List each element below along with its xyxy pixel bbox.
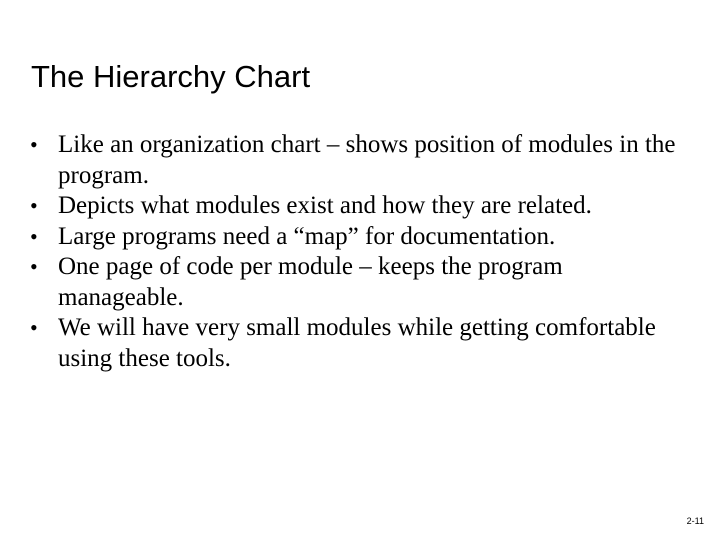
bullet-marker: • [30,315,38,340]
slide-title: The Hierarchy Chart [31,59,311,94]
bullet-marker: • [30,132,38,157]
bullet-text: Like an organization chart – shows position of modules in the program. [58,131,676,189]
bullet-marker: • [30,223,38,249]
bullet-text: We will have very small modules while getting comfortable using these tools. [58,314,656,372]
bullet-list [30,130,680,374]
bullet-marker: • [30,254,38,279]
bullet-text: Depicts what modules exist and how they are related. [58,192,592,219]
bullet-item [30,252,680,313]
bullet-item [30,313,680,374]
page-number: 2-11 [686,516,704,526]
bullet-text: One page of code per module – keeps the program manageable. [58,253,563,311]
bullet-item [30,130,680,191]
bullet-item [30,191,680,222]
bullet-text: Large programs need a “map” for documentation. [58,222,556,250]
bullet-item [30,222,680,253]
bullet-marker: • [30,193,38,218]
